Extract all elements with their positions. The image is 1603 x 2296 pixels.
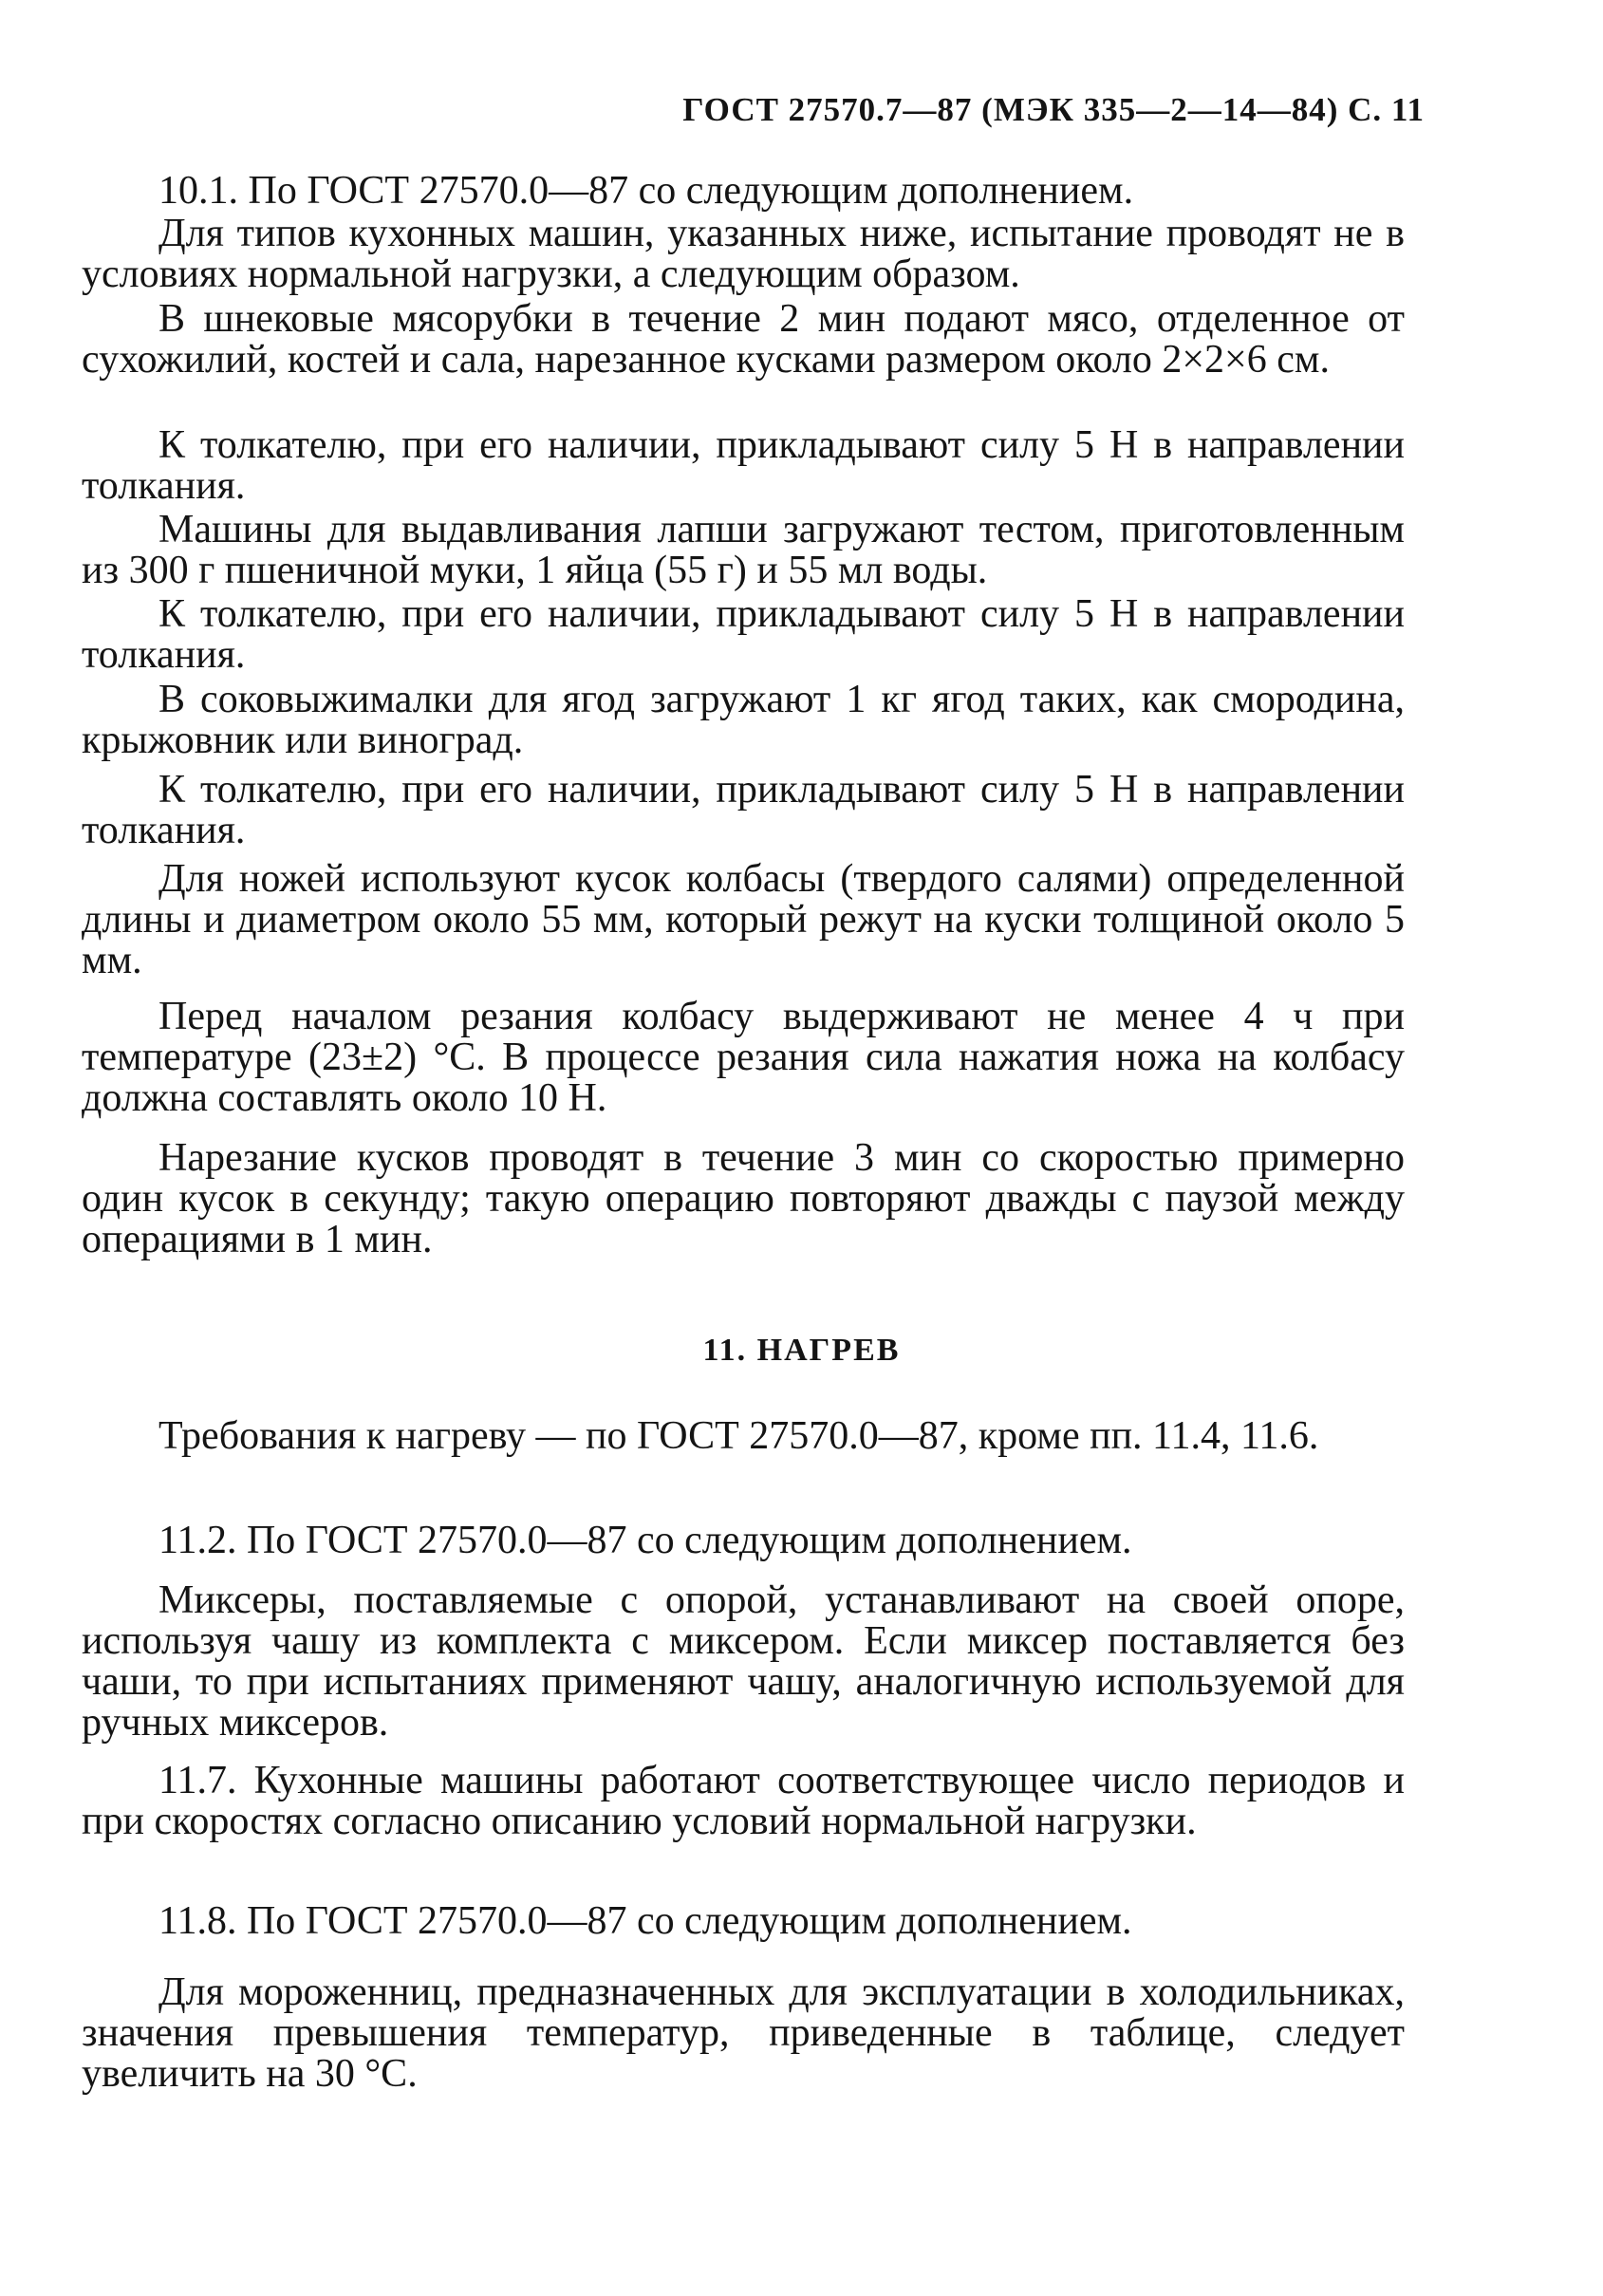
paragraph-pusher-force-1: К толкателю, при его наличии, прикладывают силу 5 Н в направлении толкания. — [82, 423, 1405, 508]
paragraph-heating-requirements: Требования к нагреву — по ГОСТ 27570.0—87, кроме пп. 11.4, 11.6. — [158, 1414, 1319, 1458]
paragraph-mixers: Миксеры, поставляемые с опорой, устанавливают на своей опоре, используя чашу из комплекта с миксером. Если миксер поставляется без чаши, то при испытаниях применяют чашу, аналогичную используемой для ручных миксеров. — [82, 1578, 1405, 1745]
paragraph-pusher-force-3: К толкателю, при его наличии, прикладывают силу 5 Н в направлении толкания. — [82, 768, 1405, 852]
paragraph-ice-cream-makers: Для мороженниц, предназначенных для эксплуатации в холодильниках, значения превышения температур, приведенные в таблице, следует увеличить на 30 °С. — [82, 1970, 1405, 2096]
running-header: ГОСТ 27570.7—87 (МЭК 335—2—14—84) С. 11 — [682, 91, 1425, 128]
paragraph-11-8: 11.8. По ГОСТ 27570.0—87 со следующим дополнением. — [158, 1899, 1132, 1943]
paragraph-noodle-machines: Машины для выдавливания лапши загружают тестом, приготовленным из 300 г пшеничной муки, 1 яйца (55 г) и 55 мл воды. — [82, 508, 1405, 592]
paragraph-cutting-procedure: Нарезание кусков проводят в течение 3 мин со скоростью примерно один кусок в секунду; такую операцию повторяют дважды с паузой между операциями в 1 мин. — [82, 1136, 1405, 1261]
paragraph-berry-juicers: В соковыжималки для ягод загружают 1 кг ягод таких, как смородина, крыжовник или виноград. — [82, 678, 1405, 762]
paragraph-11-2: 11.2. По ГОСТ 27570.0—87 со следующим дополнением. — [158, 1519, 1132, 1562]
paragraph-10-1: 10.1. По ГОСТ 27570.0—87 со следующим дополнением. — [158, 169, 1134, 213]
paragraph-11-7: 11.7. Кухонные машины работают соответствующее число периодов и при скоростях согласно описанию условий нормальной нагрузки. — [82, 1759, 1405, 1843]
paragraph-meat-grinders: В шнековые мясорубки в течение 2 мин подают мясо, отделенное от сухожилий, костей и сала, нарезанное кусками размером около 2×2×6 см. — [82, 297, 1405, 382]
paragraph-pusher-force-2: К толкателю, при его наличии, прикладывают силу 5 Н в направлении толкания. — [82, 592, 1405, 677]
paragraph-knives: Для ножей используют кусок колбасы (твердого салями) определенной длины и диаметром около 55 мм, который режут на куски толщиной около 5 мм. — [82, 857, 1405, 982]
section-heading-heating: 11. НАГРЕВ — [702, 1333, 901, 1368]
paragraph-sausage-conditioning: Перед началом резания колбасу выдерживают не менее 4 ч при температуре (23±2) °С. В процессе резания сила нажатия ножа на колбасу должна составлять около 10 Н. — [82, 995, 1405, 1120]
paragraph-kitchen-machine-types: Для типов кухонных машин, указанных ниже, испытание проводят не в условиях нормальной нагрузки, а следующим образом. — [82, 212, 1405, 296]
